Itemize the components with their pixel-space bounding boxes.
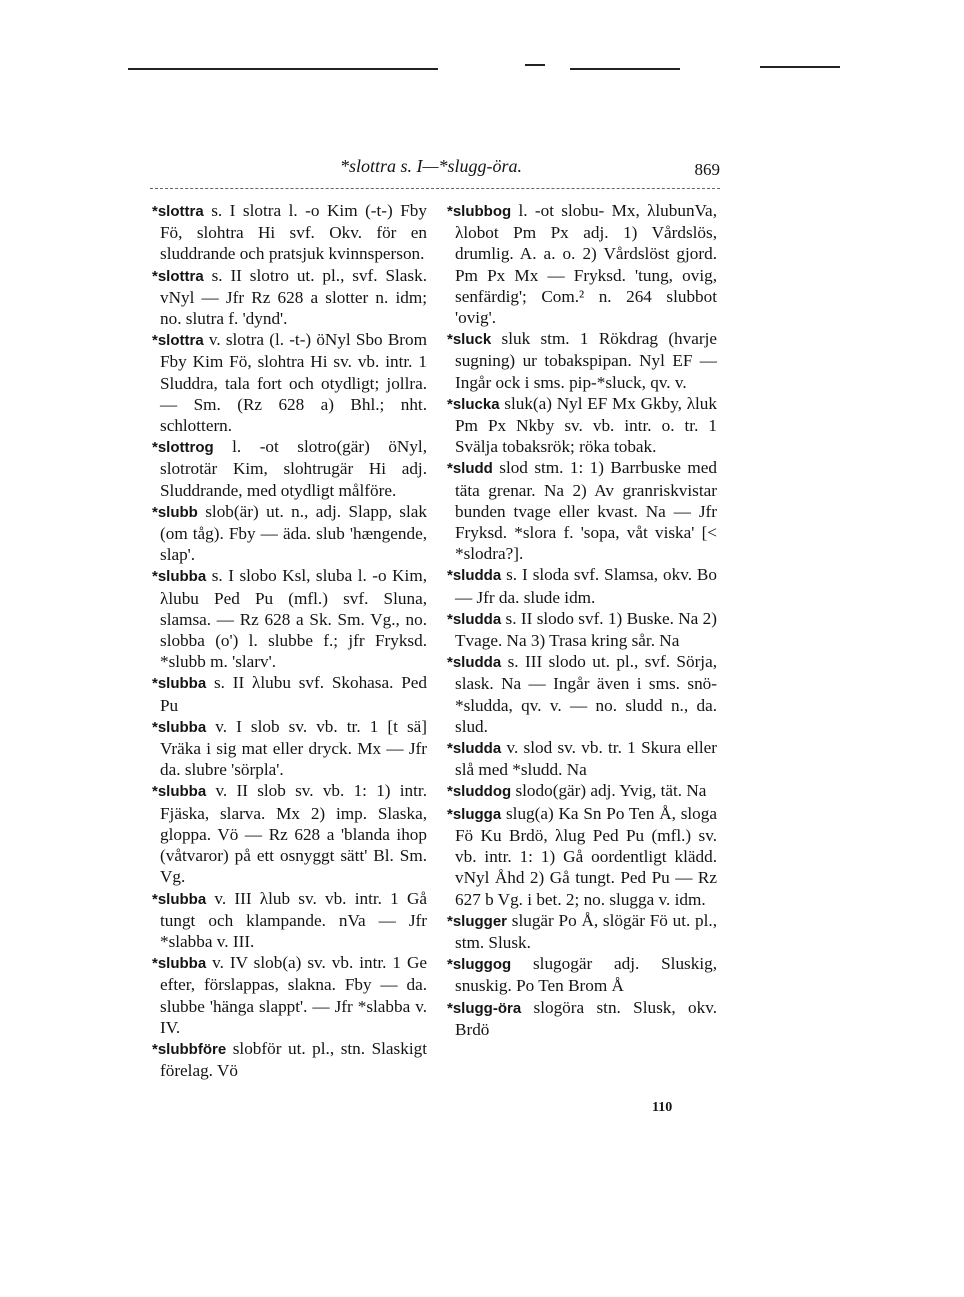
dictionary-entry: *sluddog slodo(gär) adj. Yvig, tät. Na [447,781,707,801]
dictionary-entry: *slubba v. II slob sv. vb. 1: 1) intr. Fjäska, slarva. Mx 2) imp. Slaska, gloppa. Vö — Rz 628 a 'blanda ihop (våtvaror) på ett osnyggt sätt' Bl. Sm. Vg. [152,781,427,887]
entry-headword: *slottra [152,332,204,350]
dictionary-entry: *slugg-öra slogöra stn. Slusk, okv. Brdö [447,997,717,1039]
dictionary-entry: *slottrog l. -ot slotro(gär) öNyl, slotrotär Kim, slohtrugär Hi adj. Sluddrande, med otydligt målföre. [152,437,427,500]
dictionary-entry: *slottra s. I slotra l. -o Kim (-t-) Fby Fö, slohtra Hi svf. Okv. för en sluddrande och pratsjuk kvinnsperson. [152,201,427,264]
entry-headword: *sluck [447,331,492,349]
page-number: 869 [694,160,720,179]
dictionary-entry: *slubbog l. -ot slobu- Mx, λlubunVa, λlobot Pm Px adj. 1) Vårdslös, drumlig. A. a. o. 2) Vårdslöst gjord. Pm Px Mx — Fryksd. 'tung, ovig, senfärdig'; Com.² n. 264 slubbot 'ovig'. [447,201,717,328]
dictionary-entry: *sludda s. III slodo ut. pl., svf. Sörja, slask. Na — Ingår även i sms. snö-*sludda, qv. v. — no. sludd n., da. slud. [447,652,717,736]
dictionary-entry: *sluggog slugogär adj. Sluskig, snuskig. Po Ten Brom Å [447,954,717,996]
dictionary-entry: *slugga slug(a) Ka Sn Po Ten Å, sloga Fö Ku Brdö, λlug Ped Pu (mfl.) sv. vb. intr. 1: 1) Gå oordentligt klädd. vNyl Åhd 2) Gå tungt. Ped Pu — Rz 627 b Vg. i bet. 2; no. slugga v. idm. [447,803,717,909]
scan-edge-line [760,66,840,68]
dictionary-entry: *slubba s. II λlubu svf. Skohasa. Ped Pu [152,673,427,715]
entry-headword: *slubba [152,783,207,801]
entry-headword: *sludda [447,740,502,758]
entry-headword: *slugg-öra [447,999,522,1017]
entry-headword: *slugga [447,805,502,823]
dictionary-entry: *slottra v. slotra (l. -t-) öNyl Sbo Brom Fby Kim Fö, slohtra Hi sv. vb. intr. 1 Sluddra, tala fort och otydligt; jollra. — Sm. (Rz 628 a) Bhl.; nht. schlottern. [152,330,427,436]
entry-headword: *slucka [447,395,500,413]
entry-headword: *slubba [152,718,207,736]
entry-headword: *sludda [447,567,502,585]
entry-headword: *sluggog [447,956,512,974]
entry-headword: *slubbog [447,203,512,220]
dictionary-entry: *slubbföre slobför ut. pl., stn. Slaskigt förelag. Vö [152,1038,427,1081]
dictionary-entry: *slubba v. III λlub sv. vb. intr. 1 Gå tungt och klampande. nVa — Jfr *slabba v. III. [152,888,427,951]
dictionary-entry: *sludda s. II slodo svf. 1) Buske. Na 2) Tvage. Na 3) Trasa kring sår. Na [447,608,717,651]
entry-headword: *slubba [152,568,207,586]
entry-headword: *slottrog [152,439,214,457]
entry-headword: *sludda [447,610,502,628]
dictionary-entry: *slubba s. I slobo Ksl, sluba l. -o Kim, λlubu Ped Pu (mfl.) svf. Sluna, slamsa. — Rz 628 a Sk. Sm. Vg., no. slobba (o') l. slubbe f.; jfr Fryksd. *slubb m. 'slarv'. [152,566,427,672]
dictionary-entry: *slottra s. II slotro ut. pl., svf. Slask. vNyl — Jfr Rz 628 a slotter n. idm; no. slutra f. 'dynd'. [152,265,427,329]
scan-edge-line [128,68,438,70]
dictionary-entry: *slubba v. IV slob(a) sv. vb. intr. 1 Ge efter, förslappas, slakna. Fby — da. slubbe 'hänga slappt'. — Jfr *slabba v. IV. [152,953,427,1037]
entry-headword: *slubb [152,503,198,521]
entry-headword: *slugger [447,912,508,930]
right-column [447,200,717,1040]
scan-edge-line [525,64,545,66]
entry-headword: *slubba [152,675,207,693]
entry-headword: *slubba [152,890,207,908]
dictionary-entry: *slubb slob(är) ut. n., adj. Slapp, slak (om tåg). Fby — äda. slub 'hængende, slap'. [152,501,427,565]
dictionary-entry: *sluck sluk stm. 1 Rökdrag (hvarje sugning) ur tobakspipan. Nyl EF — Ingår ock i sms. pip-*sluck, qv. v. [447,329,717,392]
dictionary-entry: *slugger slugär Po Å, slögär Fö ut. pl., stm. Slusk. [447,910,717,952]
entry-headword: *slottra [152,203,204,220]
entry-headword: *sludda [447,654,502,672]
dictionary-entry: *slucka sluk(a) Nyl EF Mx Gkby, λluk Pm Px Nkby sv. vb. intr. o. tr. 1 Svälja tobaksrök; röka tobak. [447,393,717,457]
signature-mark: 110 [652,1100,673,1115]
scan-edge-line [570,68,680,70]
entry-headword: *sludd [447,460,493,478]
entry-headword: *slubba [152,955,207,973]
page-header [150,150,720,186]
header-rule [150,188,720,189]
running-head: *slottra s. I—*slugg-öra. [340,156,523,176]
left-column [152,200,427,1081]
dictionary-entry: *slubba v. I slob sv. vb. tr. 1 [t sä] Vräka i sig mat eller dryck. Mx — Jfr da. slubre 'sörpla'. [152,716,427,780]
entry-headword: *sluddog [447,783,512,801]
dictionary-entry: *sludd slod stm. 1: 1) Barrbuske med täta grenar. Na 2) Av granriskvistar bunden tvage eller kvast. Na — Jfr Fryksd. *slora f. 'sopa, våt viska' [< *slodra?]. [447,458,717,564]
entry-headword: *slubbföre [152,1040,227,1058]
dictionary-entry: *sludda v. slod sv. vb. tr. 1 Skura eller slå med *sludd. Na [447,738,717,780]
dictionary-entry: *sludda s. I sloda svf. Slamsa, okv. Bo — Jfr da. slude idm. [447,565,717,607]
entry-headword: *slottra [152,267,204,285]
